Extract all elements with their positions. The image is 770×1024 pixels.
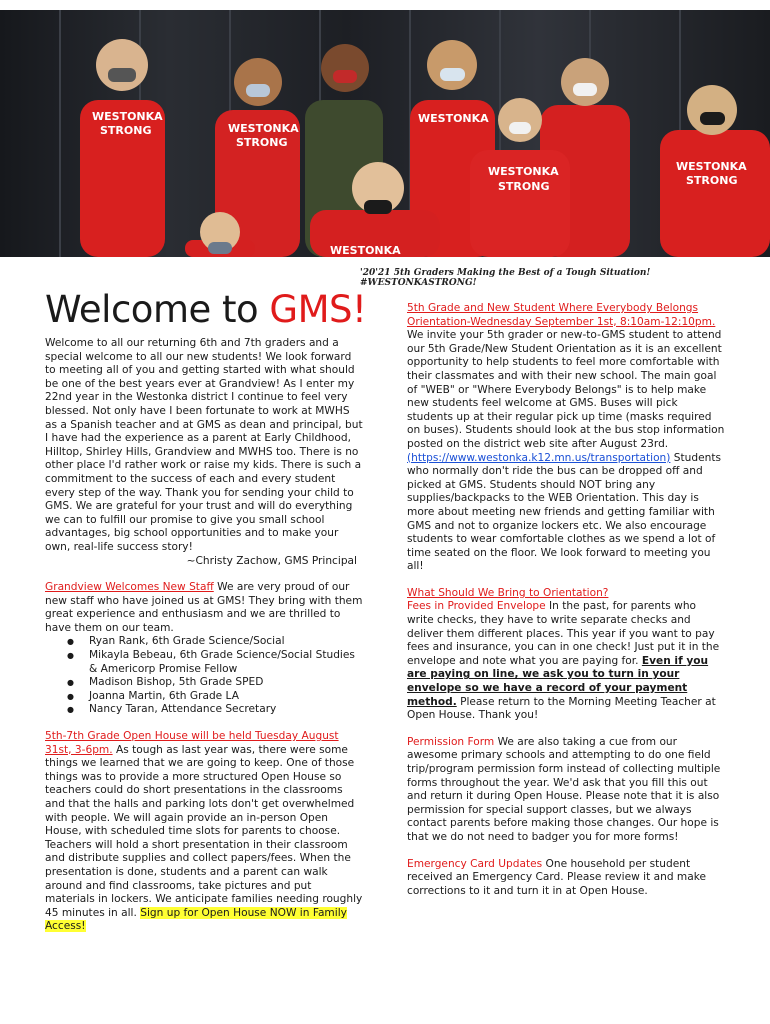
emergency-section [407, 858, 725, 899]
fees-tail: Please return to the Morning Meeting Teacher at Open House. Thank you! [407, 695, 716, 722]
shirt-text: STRONG [686, 174, 738, 187]
emergency-label: Emergency Card Updates [407, 857, 543, 870]
orientation-section [407, 302, 725, 574]
orientation-body-2: Students who normally don't ride the bus can be dropped off and picked at GMS. Students should NOT bring any supplies/backpacks to the WEB Orientation. This day is more about meeting new friends and getting familiar with GMS and not to organize lockers etc. We also encourage students to wear comfortable clothes as we spend a lot of time seated on the floor. We look forward to meeting you all! [407, 451, 721, 573]
group-photo [0, 10, 770, 257]
shirt-text: WESTONKA [228, 122, 299, 135]
fees-body: In the past, for parents who write checks, they have to write separate checks and deliver them different places. This year if you want to pay fees and insurance, you can in one check! Just put it in the envelope and note what you are paying for. [407, 600, 720, 667]
permission-label: Permission Form [407, 735, 495, 748]
bring-heading: What Should We Bring to Orientation? [407, 586, 609, 599]
openhouse-section [45, 730, 363, 934]
orientation-heading: 5th Grade and New Student Where Everybody Belongs Orientation-Wednesday September 1st, 8:10am-12:10pm. [407, 302, 716, 328]
right-column [407, 302, 725, 898]
staff-heading: Grandview Welcomes New Staff [45, 581, 214, 594]
bring-section [407, 587, 725, 723]
shirt-text: STRONG [498, 180, 550, 193]
left-column [45, 288, 367, 934]
students-photo-illustration [0, 10, 770, 257]
principal-signature: ~Christy Zachow, GMS Principal [186, 554, 357, 567]
staff-body: We are very proud of our new staff who have joined us at GMS! They bring with them great experience and enthusiasm and we are thrilled to have them on our team. [45, 581, 363, 634]
list-item: ● Nancy Taran, Attendance Secretary [89, 703, 363, 717]
welcome-body: Welcome to all our returning 6th and 7th graders and a special welcome to all our new students! We look forward to meeting all of you and getting started with what should be one of the best years ever at Grandview! As I enter my 22nd year in the Westonka district I continue to feel very blessed. Not only have I been fortunate to work at MWHS as a Spanish teacher and at GMS as dean and principal, but I have had the experience as a parent at Early Childhood, Hilltop, Shirley Hills, Grandview and MWHS too. There is no other place I'd rather work or raise my kids. There is such a commitment to the success of each and every student every step of the way. Thank you for sending your child to GMS. We are grateful for your trust and will do everything we can to fulfill our promise to give you small school advantages, big school opportunities and to make your own, real-life success story! [45, 337, 363, 553]
shirt-text: WESTONKA [330, 244, 401, 257]
list-item: ● Joanna Martin, 6th Grade LA [89, 690, 363, 704]
permission-body: We are also taking a cue from our awesome primary schools and attempting to do one field trip/program permission form instead of collecting multiple forms throughout the year. We'd ask that you fill this out and return it during Open House. Please note that it is also permission for special support classes, but we always contact parents before making those changes. Our hope is that we do not need to badger you for more forms! [407, 735, 721, 843]
list-item: ● Ryan Rank, 6th Grade Science/Social [89, 635, 363, 649]
openhouse-body: As tough as last year was, there were some things we learned that we are going to keep. One of those things was to provide a more structured Open House so teachers could do short presentations in the classrooms and that the halls and parking lots don't get overwhelmed with people. We will again provide an in-person Open House, with scheduled time slots for parents to choose. Teachers will hold a short presentation in their classroom and distribute supplies and collect papers/fees. When the presentation is done, students and a parent can walk around and find classrooms, take pictures and put materials in lockers. We anticipate families needing roughly 45 minutes in all. [45, 743, 363, 919]
family-access-highlight: Sign up for Open House NOW in Family Access! [45, 906, 347, 933]
shirt-text: STRONG [100, 124, 152, 137]
title-gms: GMS! [269, 288, 367, 331]
shirt-text: WESTONKA [418, 112, 489, 125]
permission-section [407, 736, 725, 845]
shirt-text: WESTONKA [488, 165, 559, 178]
shirt-text: WESTONKA [676, 160, 747, 173]
shirt-text: WESTONKA [92, 110, 163, 123]
transportation-link[interactable]: (https://www.westonka.k12.mn.us/transportation) [407, 451, 671, 464]
page-title [45, 288, 367, 331]
shirt-text: STRONG [236, 136, 288, 149]
emergency-body: One household per student received an Emergency Card. Please review it and make corrections to it and turn it in at Open House. [407, 857, 707, 897]
title-plain: Welcome to [45, 288, 270, 331]
staff-section [45, 581, 363, 635]
orientation-body: We invite your 5th grader or new-to-GMS student to attend our 5th Grade/New Student Orientation as it is an excellent opportunity to help students to feel more comfortable with their classmates and with their new school. The main goal of "WEB" or "Where Everybody Belongs" is to help make new students feel welcome at GMS. Buses will pick students up at their regular pick up time (masks required on buses). Students should look at the bus stop information posted on the district web site after August 23rd. [407, 329, 725, 450]
fees-emphasis: Even if you are paying on line, we ask you to turn in your envelope so we have a record of your payment method. [407, 654, 709, 708]
fees-label: Fees in Provided Envelope [407, 600, 546, 613]
openhouse-heading: 5th-7th Grade Open House will be held Tuesday August 31st, 3-6pm. [45, 730, 339, 756]
list-item: ● Madison Bishop, 5th Grade SPED [89, 676, 363, 690]
list-item: ● Mikayla Bebeau, 6th Grade Science/Social Studies & Americorp Promise Fellow [89, 649, 363, 676]
photo-caption: '20'21 5th Graders Making the Best of a Tough Situation! #WESTONKASTRONG! [360, 268, 651, 288]
staff-list [45, 635, 363, 717]
